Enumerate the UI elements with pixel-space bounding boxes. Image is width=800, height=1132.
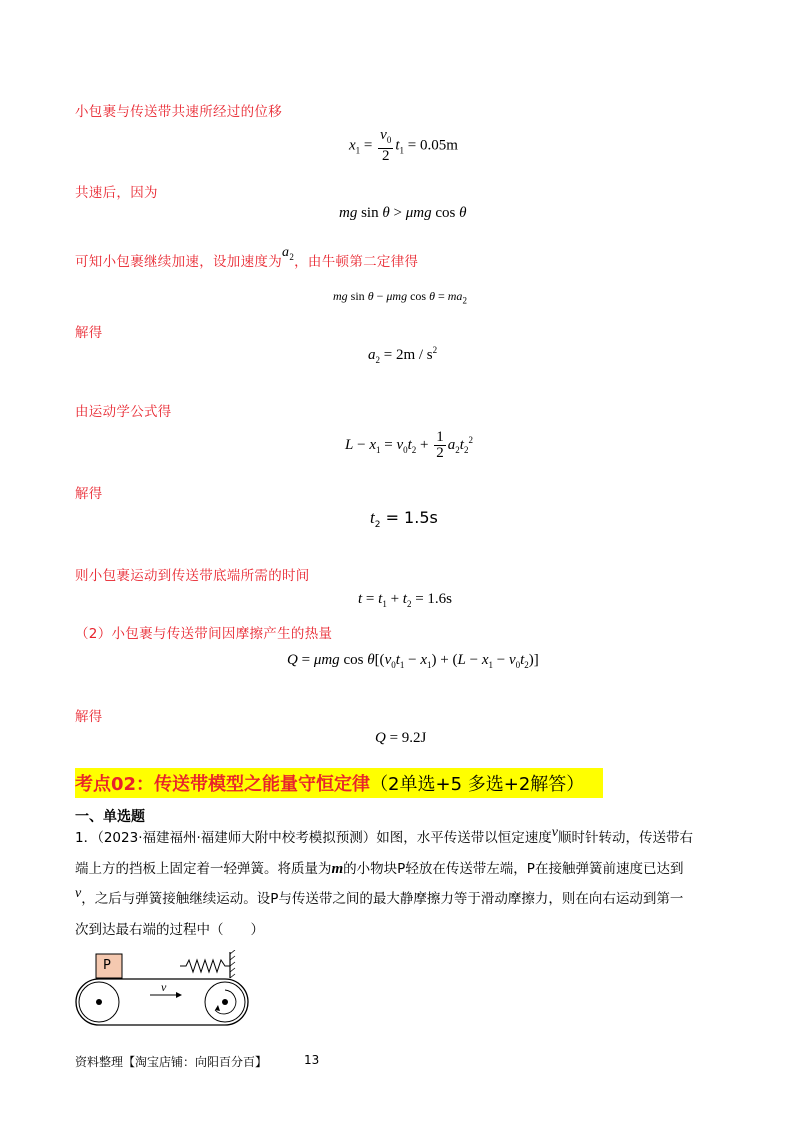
footer-source: 资料整理【淘宝店铺：向阳百分百】 — [75, 1055, 268, 1069]
equation-displacement-result: = 0.05m — [407, 137, 458, 154]
wall-hatch-2 — [230, 956, 235, 960]
variable-a2: $a_2$ — [282, 245, 295, 262]
wall-hatch-4 — [230, 968, 235, 972]
left-pulley-axle — [96, 999, 102, 1005]
question-source: （2023·福建福州·福建师大附中校考模拟预测） — [97, 830, 377, 846]
solution-line-2: 共速后，因为 — [75, 185, 158, 201]
solution-line-4: 解得 — [75, 325, 103, 341]
solution-line-3b: ，由牛顿第二定律得 — [294, 254, 419, 270]
variable-m: m — [331, 861, 344, 877]
question-text-6: 次到达最右端的过程中（ ） — [75, 922, 264, 938]
clockwise-arrowhead — [215, 1005, 220, 1011]
equation-heat-value: = 9.2J — [389, 730, 427, 746]
equation-acceleration: $a_2 = 2m / s^2$ — [368, 345, 438, 365]
solution-line-5: 由运动学公式得 — [75, 404, 172, 420]
equation-acceleration-value: = 2m / s — [383, 347, 433, 363]
solution-line-8: （2）小包裹与传送带间因摩擦产生的热量 — [75, 626, 333, 642]
equation-total-time-value: 1.6s — [427, 591, 453, 607]
wall-hatch-3 — [230, 962, 235, 966]
solution-line-9: 解得 — [75, 709, 103, 725]
question-paragraph — [75, 823, 735, 945]
solution-line-1: 小包裹与传送带共速所经过的位移 — [75, 104, 282, 120]
equation-displacement: $x_1$ = $\frac{v_0}{2}$ $t_1 = 0.05m$ — [349, 127, 458, 164]
conveyor-belt-figure — [72, 950, 262, 1035]
wall-hatch-1 — [230, 950, 235, 954]
question-text-5: ，之后与弹簧接触继续运动。设P与传送带之间的最大静摩擦力等于滑动摩擦力，则在向右运动到第一 — [81, 891, 684, 907]
solution-line-6: 解得 — [75, 486, 103, 502]
block-p-label: P — [103, 958, 111, 973]
spring-icon — [180, 960, 230, 972]
question-text-4: 的小物块P轻放在传送带左端，P在接触弹簧前速度已达到 — [343, 861, 684, 877]
equation-kinematics: $L - x_1 = v_0t_2$ + $\frac{1}{2}$ $a_2t_2^2$ — [345, 429, 473, 461]
velocity-arrowhead — [176, 992, 182, 998]
variable-v-2: v — [75, 886, 82, 901]
question-number: 1． — [75, 830, 98, 846]
equation-newton-second-law: mg sin θ − μmg $\cos \theta = ma_2$ — [333, 289, 467, 306]
section-heading-title: 考点02：传送带模型之能量守恒定律 — [75, 774, 371, 795]
equation-heat-result: Q = 9.2J — [375, 730, 427, 746]
question-text-1: 如图，水平传送带以恒定速度 — [376, 830, 552, 846]
equation-total-time: $t = t_1 + t_2 = 1.6s$ — [358, 591, 453, 609]
velocity-label: v — [161, 980, 167, 994]
wall-hatch-5 — [230, 974, 235, 978]
solution-line-7: 则小包裹运动到传送带底端所需的时间 — [75, 568, 310, 584]
section-heading-count: （2单选+5 多选+2解答） — [370, 774, 585, 795]
question-text-2: 顺时针转动，传送带右 — [558, 830, 694, 846]
equation-inequality: mg sin θ > μmg cos θ — [339, 205, 467, 221]
right-pulley-axle — [222, 999, 228, 1005]
equation-t2: $t_2 = 1.5s$ — [370, 508, 438, 531]
section-heading — [75, 768, 603, 798]
conveyor-belt-svg — [72, 950, 262, 1035]
solution-line-3 — [75, 245, 419, 272]
equation-heat: Q = μmg $\cos \theta[(v_0t_1 - x_1) + (L - x_1 - v_0t_2)]$ — [287, 652, 539, 670]
subsection-heading: 一、单选题 — [75, 809, 145, 825]
equation-t2-value: = 1.5s — [385, 508, 438, 527]
page-number: 13 — [304, 1053, 320, 1067]
variable-v: v — [551, 825, 559, 840]
solution-line-3a: 可知小包裹继续加速，设加速度为 — [75, 254, 282, 270]
question-text-3: 端上方的挡板上固定着一轻弹簧。将质量为 — [75, 861, 332, 877]
